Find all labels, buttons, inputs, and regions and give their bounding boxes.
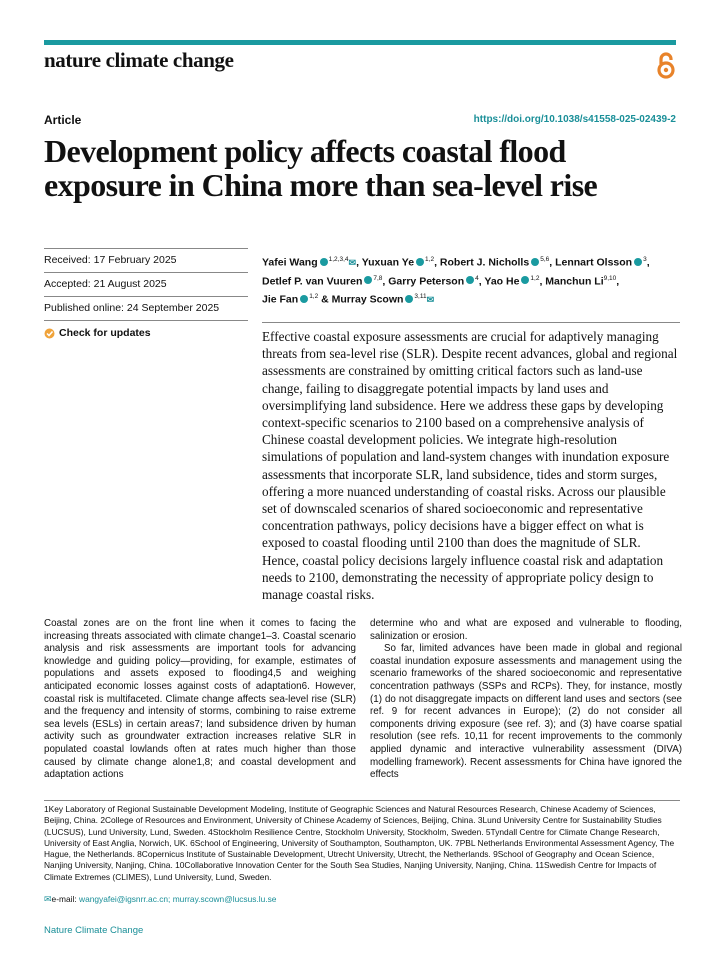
orcid-icon[interactable] xyxy=(466,276,474,284)
author-name: , Yao He xyxy=(478,275,520,287)
journal-accent-bar xyxy=(44,40,676,45)
orcid-icon[interactable] xyxy=(416,258,424,266)
abstract: Effective coastal exposure assessments are crucial for adaptively managing threats from sea-level rise (SLR). Despite recent advances, global and regional assessments are constrained by omitting critical factors such as land-use change, failing to disaggregate potential impacts by land uses and oversimplifying land subsidence. Here we address these gaps by developing context-specific scenarios to 2100 based on a comprehensive analysis of Chinese coastal development policies. We integrate high-resolution simulations of population and land-system changes with inundation exposure assessments that incorporate SLR, land subsidence, tides and storm surges, offering a more nuanced understanding of coastal risks. Across our plausible set of downscaled scenarios of shared socioeconomic and representative concentration pathways, policy decisions have a bigger effect on what is exposed to coastal flooding until 2100 than does the magnitude of SLR. Hence, coastal policy decisions largely influence coastal risk and adaptation needs to 2100, demonstrating the necessity of appropriate policy design to manage coastal risks. xyxy=(262,329,678,603)
affiliation-sup: 9,10 xyxy=(603,274,617,282)
author-name: Detlef P. van Vuuren xyxy=(262,275,363,287)
affiliation-sup: 1,2 xyxy=(530,274,540,282)
body-text-right xyxy=(370,618,682,782)
affiliation-sup: 5,6 xyxy=(540,256,550,263)
affiliation-sup: 1,2 xyxy=(309,293,319,300)
contact-email xyxy=(44,894,276,905)
email-addresses[interactable]: wangyafei@igsnrr.ac.cn; murray.scown@lucsus.lu.se xyxy=(79,894,277,904)
check-updates-button[interactable] xyxy=(44,321,248,339)
affiliation-sup: 1,2 xyxy=(425,256,435,263)
affiliation-sup: 3,11 xyxy=(414,293,427,300)
mail-icon[interactable]: ✉ xyxy=(348,257,357,268)
orcid-icon[interactable] xyxy=(521,276,529,284)
author-name: & Murray Scown xyxy=(318,293,404,306)
author-name: , Lennart Olsson xyxy=(549,256,633,269)
body-paragraph: So far, limited advances have been made in global and regional coastal inundation exposure assessments and management using the scenario frameworks of the shared socioeconomic and representative concentration pathways (SSPs and RCPs). They, for instance, mostly (1) do not disaggregate impacts on different land uses and sectors (see ref. 9 for recent advances in Europe); (2) do not consider all components driving exposure (see ref. 3); and (3) have coarse spatial resolution (see refs. 10,11 for recent improvements to the commonly applied dynamic and interactive vulnerability assessment (DIVA) modelling framework). Recent assessments for China have ignored the effects xyxy=(370,643,682,781)
mail-icon: ✉ xyxy=(44,894,52,904)
orcid-icon[interactable] xyxy=(300,295,308,303)
abstract-divider xyxy=(262,322,680,323)
author-name: , Yuxuan Ye xyxy=(356,256,415,269)
article-dates xyxy=(44,248,248,339)
body-text-left: Coastal zones are on the front line when it comes to facing the increasing threats associated with climate change1–3. Coastal scenario analysis and risk assessments are important tools for advancing knowledge and guiding policy—providing, for example, estimates of populations and assets exposed to flooding4,5 and weighing anticipated economic losses against costs of adaptation6. However, coastal risk is multifaceted. Climate change affects sea-level rise (SLR) and the frequency and intensity of storms, combining to raise extreme sea levels (ESLs) in certain areas7; land subsidence driven by human activity such as groundwater extraction increases relative SLR in populated coastal lowlands often at rates much higher than those caused by climate change alone1,8; and coastal development and adaptation actions xyxy=(44,618,356,781)
author-list xyxy=(262,252,682,308)
author-separator: , xyxy=(616,275,620,287)
email-label: e-mail: xyxy=(51,894,80,904)
journal-name: nature climate change xyxy=(44,48,234,72)
affiliations-divider xyxy=(44,800,680,801)
footer-journal: Nature Climate Change xyxy=(44,925,144,936)
accepted-date: Accepted: 21 August 2025 xyxy=(44,273,248,297)
affiliation-sup: 3 xyxy=(643,256,647,263)
body-paragraph: determine who and what are exposed and vulnerable to flooding, salinization or erosion. xyxy=(370,618,682,642)
orcid-icon[interactable] xyxy=(320,258,328,266)
article-title: Development policy affects coastal flood exposure in China more than sea-level rise xyxy=(44,133,598,203)
author-separator: , xyxy=(646,256,650,269)
check-updates-icon xyxy=(44,328,55,339)
author-name: , Garry Peterson xyxy=(382,275,465,287)
orcid-icon[interactable] xyxy=(634,258,642,266)
author-name: Yafei Wang xyxy=(262,256,318,269)
orcid-icon[interactable] xyxy=(531,258,539,266)
orcid-icon[interactable] xyxy=(364,276,372,284)
author-name: , Robert J. Nicholls xyxy=(434,256,530,269)
affiliation-sup: 4 xyxy=(475,274,479,282)
mail-icon[interactable]: ✉ xyxy=(426,294,435,305)
affiliations: 1Key Laboratory of Regional Sustainable Development Modeling, Institute of Geographic Sciences and Natural Resources Research, Chinese Academy of Sciences, Beijing, China. 2College of Resources and Environment, University of Chinese Academy of Sciences, Beijing, China. 3Lund University Centre for Sustainability Studies (LUCSUS), Lund University, Lund, Sweden. 4Stockholm Resilience Centre, Stockholm University, Stockholm, Sweden. 5Tyndall Centre for Climate Change Research, University of East Anglia, Norwich, UK. 6School of Engineering, University of Southampton, Southampton, UK. 7PBL Netherlands Environmental Assessment Agency, The Hague, the Netherlands. 8Copernicus Institute of Sustainable Development, Utrecht University, Utrecht, the Netherlands. 9School of Geography and Ocean Science, Nanjing University, Nanjing, China. 10Collaborative Innovation Center for the South Sea Studies, Nanjing University, Nanjing, China. 11Swedish Centre for Impacts of Climate Extremes (CLIMES), Lund University, Lund, Sweden. xyxy=(44,804,675,882)
orcid-icon[interactable] xyxy=(405,295,413,303)
received-date: Received: 17 February 2025 xyxy=(44,248,248,273)
doi-link[interactable]: https://doi.org/10.1038/s41558-025-02439-2 xyxy=(473,114,676,125)
published-date: Published online: 24 September 2025 xyxy=(44,297,248,321)
author-name: , Manchun Li xyxy=(539,275,604,287)
open-access-icon xyxy=(654,52,678,80)
author-name: Jie Fan xyxy=(262,293,299,306)
check-updates-label: Check for updates xyxy=(59,327,151,339)
affiliation-sup: 7,8 xyxy=(373,274,383,282)
affiliation-sup: 1,2,3,4 xyxy=(328,256,349,263)
article-type: Article xyxy=(44,113,82,127)
